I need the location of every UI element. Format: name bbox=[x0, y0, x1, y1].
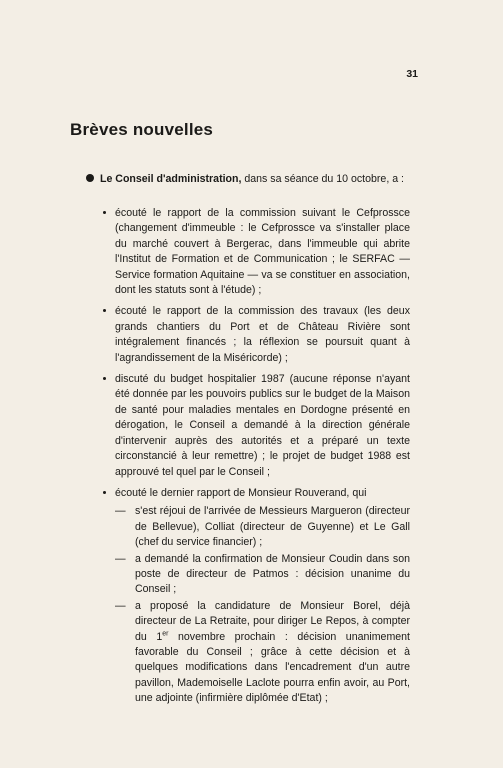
sub-list-item bbox=[115, 552, 410, 598]
bullet-dot-icon bbox=[103, 491, 106, 494]
list-item-text: écouté le rapport de la commission suivant le Cefprossce (changement d'immeuble : le Cefprossce va s'installer place du marché couvert à Bergerac, dans l'immeuble qui abrite l'Institut de Formation et de Communication ; le SERFAC — Service formation Aquitaine — va se constituer en association, dont les statuts sont à l'étude) ; bbox=[115, 207, 410, 297]
bullet-icon bbox=[86, 174, 94, 182]
sub-item-text-before: a proposé la candidature de Monsieur Borel, déjà directeur de La Retraite, pour diriger Le Repos, à compter du 1 bbox=[135, 599, 410, 643]
list-item bbox=[103, 486, 410, 707]
intro-text: dans sa séance du 10 octobre, a : bbox=[241, 173, 404, 185]
bullet-dot-icon bbox=[103, 211, 106, 214]
dash-marker: — bbox=[115, 505, 126, 518]
decisions-list bbox=[103, 206, 410, 713]
sub-item-text: s'est réjoui de l'arrivée de Messieurs Margueron (directeur de Bellevue), Colliat (directeur de Guyenne) et Le Gall (chef du service financier) ; bbox=[135, 505, 410, 549]
sub-list-item bbox=[115, 504, 410, 550]
list-item bbox=[103, 372, 410, 480]
bullet-dot-icon bbox=[103, 309, 106, 312]
list-item-text: écouté le rapport de la commission des travaux (les deux grands chantiers du Port et de Château Rivière sont intégralement financés ; la réflexion se poursuit quant à l'agrandissement de la Miséricorde) ; bbox=[115, 305, 410, 364]
page-number: 31 bbox=[406, 68, 418, 80]
intro-paragraph bbox=[86, 172, 410, 187]
sub-list bbox=[115, 504, 410, 706]
sub-item-text-after: novembre prochain : décision unanimement favorable du Conseil ; grâce à cette décision et à quelques modifications dans l'encadrement d'un autre pavillon, Mademoiselle Laclote pourra enfin avoir, au Port, une adjointe (infirmière diplômée d'Etat) ; bbox=[135, 630, 410, 705]
list-item-text: écouté le dernier rapport de Monsieur Rouverand, qui bbox=[115, 486, 367, 499]
bullet-dot-icon bbox=[103, 377, 106, 380]
list-item bbox=[103, 206, 410, 298]
list-item bbox=[103, 304, 410, 366]
ordinal-superscript: er bbox=[162, 630, 169, 638]
sub-list-item bbox=[115, 599, 410, 707]
dash-marker: — bbox=[115, 599, 126, 612]
page-title: Brèves nouvelles bbox=[70, 120, 214, 139]
dash-marker: — bbox=[115, 552, 126, 565]
list-item-text: discuté du budget hospitalier 1987 (aucune réponse n'ayant été donnée par les pouvoirs publics sur le budget de la Maison de santé pour maladies mentales en Dordogne présenté en dérogation, le Conseil a demandé à la direction générale d'intervenir auprès des autorités et a préparé un texte circonstancié à leur remettre) ; le projet de budget 1988 est approuvé tel quel par le Conseil ; bbox=[115, 373, 410, 478]
intro-lead: Le Conseil d'administration, bbox=[100, 173, 242, 185]
sub-item-text: a demandé la confirmation de Monsieur Coudin dans son poste de directeur de Patmos : décision unanime du Conseil ; bbox=[135, 552, 410, 596]
